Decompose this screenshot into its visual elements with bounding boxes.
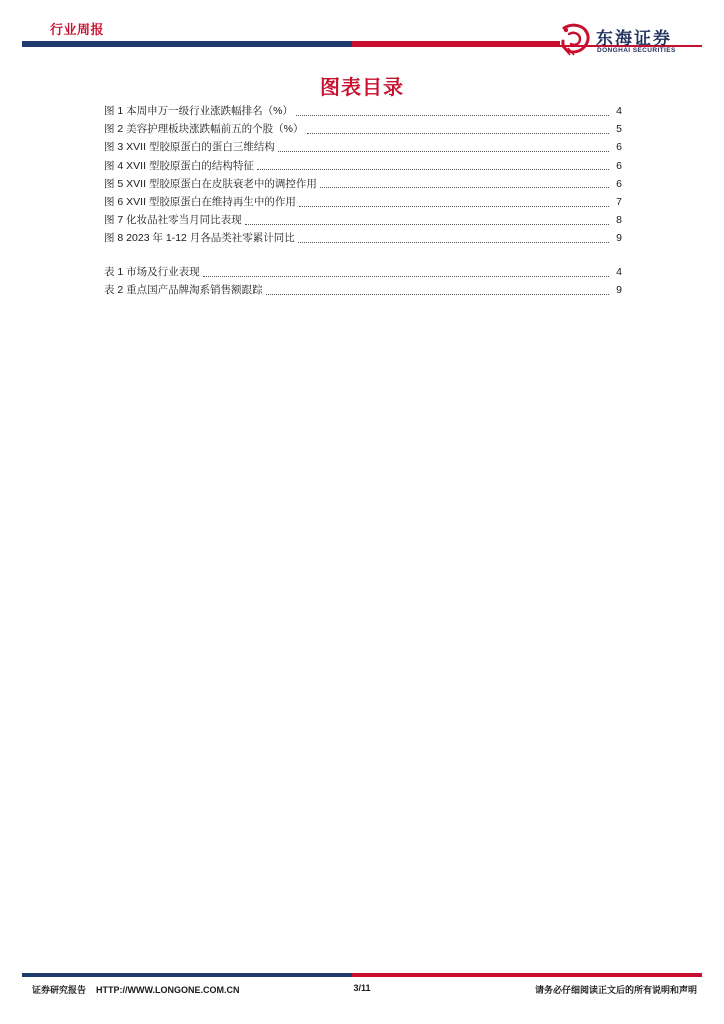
toc-entry-figure-6[interactable] — [104, 193, 622, 211]
toc-entry-page: 6 — [616, 159, 622, 172]
toc-entry-page: 4 — [616, 105, 622, 117]
toc-entry-label: 图 5 XVII 型胶原蛋白在皮肤衰老中的调控作用 — [104, 177, 317, 190]
toc-entry-page: 9 — [616, 284, 622, 297]
header-rule — [22, 41, 560, 47]
toc-entry-page: 8 — [616, 214, 622, 227]
toc-entry-page: 9 — [616, 232, 622, 245]
toc-entry-label: 图 8 2023 年 1-12 月各品类社零累计同比 — [104, 232, 295, 245]
toc-entry-label: 图 1 本周申万一级行业涨跌幅排名（%） — [104, 105, 294, 117]
toc-entry-figure-1[interactable] — [104, 102, 622, 120]
toc-entry-table-2[interactable] — [104, 281, 622, 299]
toc-entry-label: 图 4 XVII 型胶原蛋白的结构特征 — [104, 159, 254, 172]
figure-list — [104, 102, 622, 248]
toc-entry-label: 图 3 XVII 型胶原蛋白的蛋白三维结构 — [104, 141, 275, 154]
toc-entry-figure-8[interactable] — [104, 229, 622, 247]
toc-title: 图表目录 — [320, 77, 404, 99]
toc-entry-table-1[interactable] — [104, 263, 622, 281]
toc-entry-label: 图 6 XVII 型胶原蛋白在维持再生中的作用 — [104, 195, 296, 208]
company-logo — [558, 22, 708, 58]
toc-entry-figure-7[interactable] — [104, 211, 622, 229]
toc-entry-page: 6 — [616, 141, 622, 154]
toc-entry-label: 图 7 化妆品社零当月同比表现 — [104, 214, 242, 227]
section-label: 行业周报 — [50, 22, 105, 37]
website-link[interactable]: HTTP://WWW.LONGONE.COM.CN — [96, 985, 240, 995]
toc-entry-label: 表 2 重点国产品牌淘系销售额跟踪 — [104, 284, 263, 297]
toc-entry-page: 4 — [616, 266, 622, 278]
report-type-label: 证券研究报告 — [32, 985, 87, 995]
footer-rule — [22, 973, 702, 977]
toc-entry-figure-3[interactable] — [104, 138, 622, 156]
table-list — [104, 263, 622, 299]
toc-entry-label: 图 2 美容护理板块涨跌幅前五的个股（%） — [104, 123, 304, 136]
toc-entry-figure-4[interactable] — [104, 157, 622, 175]
toc-entry-label: 表 1 市场及行业表现 — [104, 266, 200, 278]
toc-entry-page: 5 — [616, 123, 622, 136]
toc-entry-page: 6 — [616, 177, 622, 190]
dragon-logo-icon — [558, 22, 592, 56]
toc-entry-figure-2[interactable] — [104, 120, 622, 138]
logo-name-en: DONGHAI SECURITIES — [597, 47, 676, 54]
toc-entry-figure-5[interactable] — [104, 175, 622, 193]
logo-name-cn: 东海证券 — [596, 29, 672, 49]
disclaimer-text: 请务必仔细阅读正文后的所有说明和声明 — [534, 985, 697, 995]
toc-entry-page: 7 — [616, 195, 622, 208]
page-number: 3/11 — [353, 983, 371, 993]
